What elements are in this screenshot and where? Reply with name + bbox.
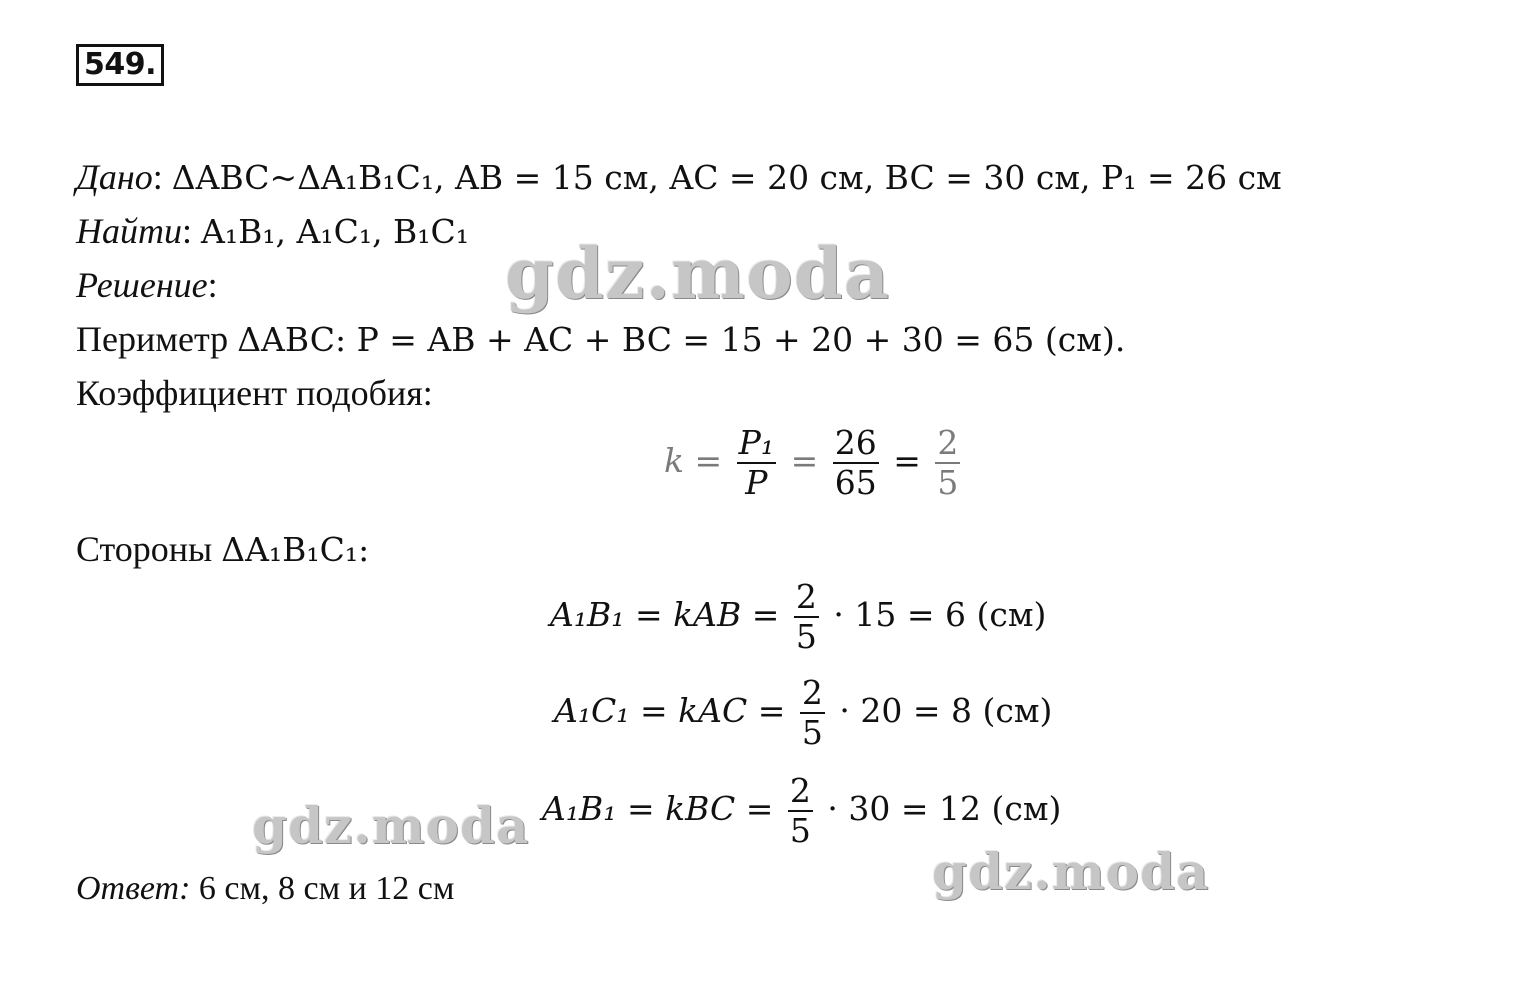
side-equation-lhs: A₁B₁ = kBC =	[542, 788, 774, 828]
find-line	[76, 210, 469, 252]
equals-sign: =	[790, 440, 819, 480]
sides-prefix: Стороны	[76, 529, 222, 569]
fraction-denominator: 5	[795, 616, 817, 656]
equals-sign: =	[893, 440, 921, 480]
side-equation-3	[542, 772, 1061, 850]
given-line	[76, 156, 1282, 198]
fraction-denominator: P	[745, 462, 768, 502]
fraction-numerator: 2	[937, 423, 959, 462]
sides-line	[76, 528, 369, 570]
coefficient-line	[76, 372, 433, 414]
side-equation-rhs: · 15 = 6 (см)	[833, 594, 1047, 634]
answer-label: Ответ:	[76, 870, 191, 907]
solution-label: Решение	[76, 265, 208, 305]
fraction-denominator: 5	[801, 712, 823, 752]
perimeter-expression: ΔABC: P = AB + AC + BC = 15 + 20 + 30 = 65 (см).	[237, 320, 1126, 359]
fraction-denominator: 5	[937, 462, 959, 502]
watermark: gdz.moda	[932, 842, 1210, 901]
fraction-numerator: P₁	[738, 423, 775, 462]
fraction-numerator: 26	[834, 423, 877, 462]
sides-expression: ΔA₁B₁C₁:	[221, 530, 370, 569]
fraction-p1-over-p	[737, 424, 776, 502]
coefficient-equation	[664, 424, 964, 502]
side-equation-2	[554, 674, 1052, 752]
fraction-26-over-65	[833, 424, 879, 502]
side-equation-1	[550, 578, 1046, 656]
fraction-numerator: 2	[789, 771, 811, 810]
solution-colon: :	[207, 265, 218, 305]
solution-line	[76, 264, 218, 306]
side-equation-rhs: · 30 = 12 (см)	[827, 788, 1062, 828]
fraction-2-over-5	[794, 578, 819, 656]
fraction-numerator: 2	[801, 673, 823, 712]
side-equation-rhs: · 20 = 8 (см)	[839, 690, 1053, 730]
fraction-2-over-5	[800, 674, 825, 752]
coefficient-text: Коэффициент подобия:	[76, 373, 433, 413]
given-colon: :	[152, 157, 163, 197]
fraction-numerator: 2	[795, 577, 817, 616]
coefficient-lhs: k =	[664, 440, 723, 480]
perimeter-prefix: Периметр	[76, 319, 238, 359]
given-label: Дано	[76, 157, 153, 197]
answer-text: 6 см, 8 см и 12 см	[190, 870, 455, 907]
answer-line	[76, 870, 454, 908]
fraction-denominator: 5	[789, 810, 811, 850]
side-equation-lhs: A₁B₁ = kAB =	[550, 594, 780, 634]
find-label: Найти	[76, 211, 182, 251]
perimeter-line	[76, 318, 1125, 360]
given-expression: ΔABC~ΔA₁B₁C₁, AB = 15 см, AC = 20 см, BC = 30 см, P₁ = 26 см	[171, 158, 1282, 197]
fraction-denominator: 65	[834, 462, 877, 502]
problem-number: 549.	[76, 44, 164, 86]
find-colon: :	[182, 211, 193, 251]
find-expression: A₁B₁, A₁C₁, B₁C₁	[201, 212, 470, 251]
watermark: gdz.moda	[505, 232, 891, 315]
watermark: gdz.moda	[252, 796, 530, 855]
fraction-2-over-5	[788, 772, 813, 850]
fraction-2-over-5	[935, 424, 960, 502]
side-equation-lhs: A₁C₁ = kAC =	[554, 690, 786, 730]
